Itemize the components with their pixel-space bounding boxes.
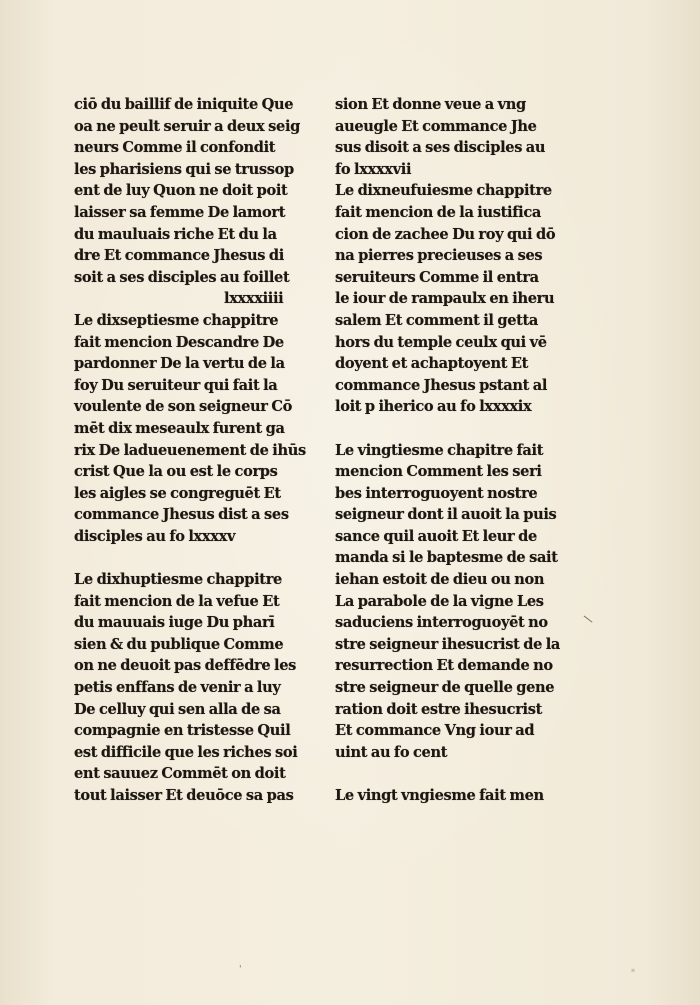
text-line: saduciens interroguoyēt no — [335, 614, 548, 632]
text-line: na pierres precieuses a ses — [335, 247, 543, 265]
text-line: fait mencion Descandre De — [74, 333, 284, 351]
text-line: est difficile que les riches soi — [74, 743, 298, 761]
margin-speck-mark: ' — [239, 965, 242, 975]
text-line: Et commance Vng iour ad — [335, 722, 535, 740]
folio-reference: lxxxxiiii — [224, 290, 284, 308]
text-line: uint au fo cent — [335, 743, 448, 761]
text-line: du mauuais iuge Du pharī — [74, 614, 275, 632]
text-line: petis enffans de venir a luy — [74, 679, 281, 697]
text-line: tout laisser Et deuōce sa pas — [74, 787, 294, 804]
text-line: ent de luy Quon ne doit poit — [74, 182, 288, 200]
text-line: laisser sa femme De lamort — [74, 203, 286, 221]
folio-reference: fo lxxxxvii — [335, 160, 412, 178]
text-line: iehan estoit de dieu ou non — [335, 571, 545, 589]
paragraph-gap — [335, 763, 583, 785]
text-line: crist Que la ou est le corps — [74, 463, 278, 481]
left-text-column — [74, 94, 322, 807]
chapter-heading-line: Le dixhuptiesme chappitre — [74, 571, 282, 589]
text-line: rix De ladueuenement de ihūs — [74, 441, 306, 459]
text-line: manda si le baptesme de sait — [335, 549, 558, 567]
text-line: resurrection Et demande no — [335, 657, 553, 675]
text-line: sus disoit a ses disciples au — [335, 139, 546, 157]
text-line: les aigles se congreguēt Et — [74, 484, 281, 502]
text-line: du mauluais riche Et du la — [74, 225, 277, 243]
chapter-heading-line: Le vingt vngiesme fait men — [335, 787, 544, 804]
text-line: ciō du baillif de iniquite Que — [74, 96, 294, 113]
margin-speck-mark: * — [631, 968, 635, 977]
text-line: cion de zachee Du roy qui dō — [335, 225, 556, 243]
text-line: hors du temple ceulx qui vē — [335, 333, 547, 351]
text-line: les pharisiens qui se trussop — [74, 160, 294, 178]
text-line: La parabole de la vigne Les — [335, 592, 544, 610]
text-line: mencion Comment les seri — [335, 463, 542, 481]
text-line: stre seigneur ihesucrist de la — [335, 635, 561, 653]
text-line: sance quil auoit Et leur de — [335, 527, 537, 545]
text-line: soit a ses disciples au foillet — [74, 268, 290, 286]
chapter-heading-line: Le dixneufuiesme chappitre — [335, 182, 552, 200]
text-line: neurs Comme il confondit — [74, 139, 276, 157]
text-line: fait mencion de la iustifica — [335, 203, 541, 221]
text-line: seruiteurs Comme il entra — [335, 268, 539, 286]
text-line: ration doit estre ihesucrist — [335, 700, 542, 718]
text-line: compagnie en tristesse Quil — [74, 722, 291, 740]
text-line: fait mencion de la vefue Et — [74, 592, 280, 610]
chapter-heading-line: Le dixseptiesme chappitre — [74, 311, 279, 329]
text-line: doyent et achaptoyent Et — [335, 355, 528, 373]
text-line: mēt dix meseaulx furent ga — [74, 419, 285, 437]
text-line: foy Du seruiteur qui fait la — [74, 376, 278, 394]
text-line: pardonner De la vertu de la — [74, 355, 285, 373]
text-line: oa ne peult seruir a deux seig — [74, 117, 300, 135]
paragraph-gap — [335, 418, 583, 440]
text-line: le iour de rampaulx en iheru — [335, 290, 555, 308]
text-line: commance Jhesus pstant al — [335, 376, 548, 394]
text-line: seigneur dont il auoit la puis — [335, 506, 557, 524]
text-line: salem Et comment il getta — [335, 311, 539, 329]
text-line: sion Et donne veue a vng — [335, 96, 526, 113]
text-line: stre seigneur de quelle gene — [335, 679, 555, 697]
text-line: ent sauuez Commēt on doit — [74, 765, 286, 783]
chapter-heading-line: Le vingtiesme chapitre fait — [335, 441, 544, 459]
text-line: De celluy qui sen alla de sa — [74, 700, 281, 718]
text-line: loit p iherico au fo lxxxxix — [335, 398, 532, 416]
right-text-column — [335, 94, 583, 807]
text-line: bes interroguoyent nostre — [335, 484, 538, 502]
paragraph-gap — [74, 547, 322, 569]
text-line: aueugle Et commance Jhe — [335, 117, 537, 135]
text-line: dre Et commance Jhesus di — [74, 247, 284, 265]
text-line: disciples au fo lxxxxv — [74, 527, 236, 545]
text-line: sien & du publique Comme — [74, 635, 284, 653]
text-line: commance Jhesus dist a ses — [74, 506, 289, 524]
margin-speck-mark: \ — [582, 612, 594, 626]
text-line: voulente de son seigneur Cō — [74, 398, 293, 416]
text-line: on ne deuoit pas deffēdre les — [74, 657, 297, 675]
